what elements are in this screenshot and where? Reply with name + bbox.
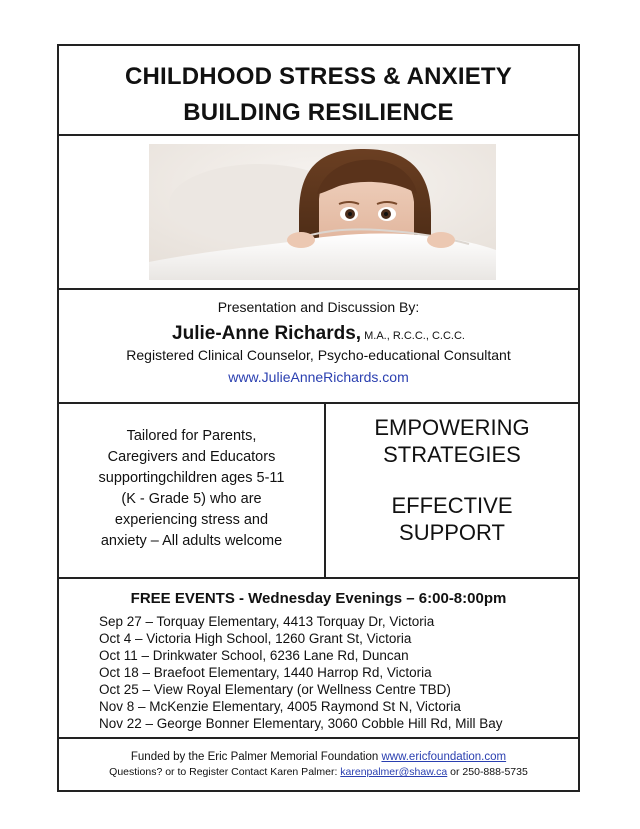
presenter-website-link[interactable]: www.JulieAnneRichards.com — [228, 369, 409, 385]
themes — [326, 404, 578, 587]
title-line-2: BUILDING RESILIENCE — [183, 99, 454, 126]
funding-line — [59, 751, 578, 763]
audience-line: (K - Grade 5) who are — [121, 491, 262, 507]
event-item: Sep 27 – Torquay Elementary, 4413 Torquay Dr, Victoria — [99, 614, 435, 629]
events-section — [59, 579, 578, 739]
presenter-credentials: M.A., R.C.C., C.C.C. — [361, 330, 465, 342]
presenter-section — [59, 290, 578, 404]
theme-1-line-2: STRATEGIES — [383, 442, 521, 467]
contact-line — [59, 766, 578, 778]
audience-line: Tailored for Parents, — [126, 428, 257, 444]
audience-line: Caregivers and Educators — [107, 449, 276, 465]
audience-line: experiencing stress and — [114, 512, 269, 528]
flyer-frame — [57, 44, 580, 792]
child-peeking-illustration — [149, 144, 496, 280]
title-line-1: CHILDHOOD STRESS & ANXIETY — [124, 63, 512, 90]
audience-line: supportingchildren ages 5-11 — [98, 470, 285, 486]
events-heading-free: FREE EVENTS — [130, 590, 235, 607]
photo-section — [59, 136, 578, 290]
audience-line: anxiety – All adults welcome — [100, 533, 283, 549]
event-item: Oct 11 – Drinkwater School, 6236 Lane Rd, Duncan — [99, 648, 409, 663]
event-item: Nov 8 – McKenzie Elementary, 4005 Raymond St N, Victoria — [99, 699, 461, 714]
contact-email-link[interactable]: karenpalmer@shaw.ca — [340, 766, 448, 778]
event-item: Nov 22 – George Bonner Elementary, 3060 Cobble Hill Rd, Mill Bay — [99, 716, 503, 731]
presenter-name-line — [59, 323, 578, 345]
footer-section — [59, 739, 578, 792]
presenter-intro: Presentation and Discussion By: — [217, 299, 420, 315]
events-heading — [59, 590, 578, 607]
theme-2-line-2: SUPPORT — [399, 520, 505, 545]
presenter-role: Registered Clinical Counselor, Psycho-educational Consultant — [126, 347, 511, 363]
foundation-website-link[interactable]: www.ericfoundation.com — [381, 751, 507, 763]
events-list — [59, 613, 578, 732]
audience-description — [59, 404, 326, 577]
title-section — [59, 46, 578, 136]
audience-themes-section — [59, 404, 578, 579]
contact-text: Questions? or to Register Contact Karen Palmer: — [109, 766, 341, 778]
event-item: Oct 25 – View Royal Elementary (or Wellness Centre TBD) — [99, 682, 451, 697]
theme-2-line-1: EFFECTIVE — [391, 493, 513, 518]
theme-spacer — [326, 468, 578, 492]
child-photo — [149, 144, 496, 280]
event-item: Oct 18 – Braefoot Elementary, 1440 Harrop Rd, Victoria — [99, 665, 432, 680]
contact-phone: or 250-888-5735 — [447, 766, 528, 778]
events-heading-schedule: - Wednesday Evenings – 6:00-8:00pm — [234, 590, 507, 607]
theme-1-line-1: EMPOWERING — [374, 415, 530, 440]
presenter-name: Julie-Anne Richards, — [172, 323, 362, 344]
event-item: Oct 4 – Victoria High School, 1260 Grant St, Victoria — [99, 631, 412, 646]
funding-text: Funded by the Eric Palmer Memorial Foundation — [130, 751, 382, 763]
